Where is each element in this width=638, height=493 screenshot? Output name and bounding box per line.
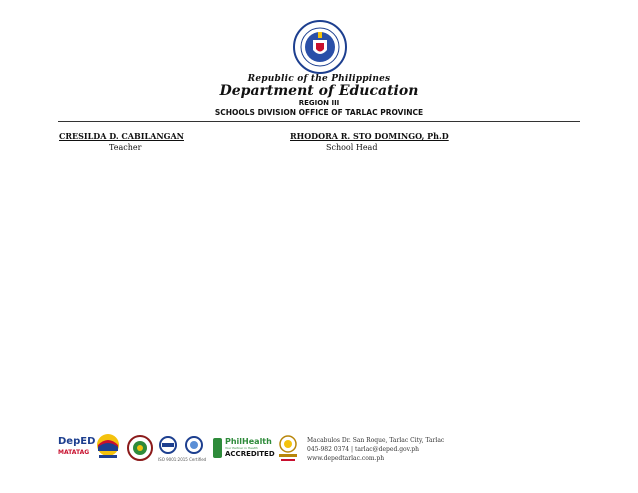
philhealth-logo xyxy=(213,436,275,460)
deped-seal-icon xyxy=(293,20,347,74)
philhealth-text: PhilHealth xyxy=(225,437,272,446)
republic-heading: Republic of the Philippines xyxy=(247,74,391,84)
award-seal-icon xyxy=(277,434,299,464)
philhealth-tagline: Your Partner in Health xyxy=(225,446,258,450)
school-head-name: RHODORA R. STO DOMINGO, Ph.D xyxy=(290,131,449,141)
bagong-pilipinas-icon xyxy=(95,433,121,461)
certification-badge-icon xyxy=(185,436,203,454)
deped-logo-text: DepED xyxy=(58,436,96,447)
matatag-logo-text: MATATAG xyxy=(58,449,90,456)
department-heading: Department of Education xyxy=(219,83,419,99)
footer-contact: 045-982 0374 | tarlac@deped.gov.ph xyxy=(307,446,419,453)
accredited-text: ACCREDITED xyxy=(225,450,275,458)
iso-certified-text: ISO 9001:2015 Certified xyxy=(158,457,207,462)
teacher-name: CRESILDA D. CABILANGAN xyxy=(59,131,184,141)
philhealth-mark-icon xyxy=(213,438,222,458)
division-heading: SCHOOLS DIVISION OFFICE OF TARLAC PROVINCE xyxy=(214,108,424,117)
school-head-role: School Head xyxy=(326,143,378,152)
teacher-role: Teacher xyxy=(109,143,142,152)
region-heading: REGION III xyxy=(298,99,340,107)
division-seal-icon xyxy=(127,434,153,462)
footer-website[interactable]: www.depedtarlac.com.ph xyxy=(307,455,385,462)
iso-badge-icon xyxy=(159,436,177,454)
footer-address: Macabulos Dr. San Roque, Tarlac City, Tarlac xyxy=(307,437,445,444)
header-divider xyxy=(58,121,580,122)
deped-matatag-logo xyxy=(58,436,96,464)
